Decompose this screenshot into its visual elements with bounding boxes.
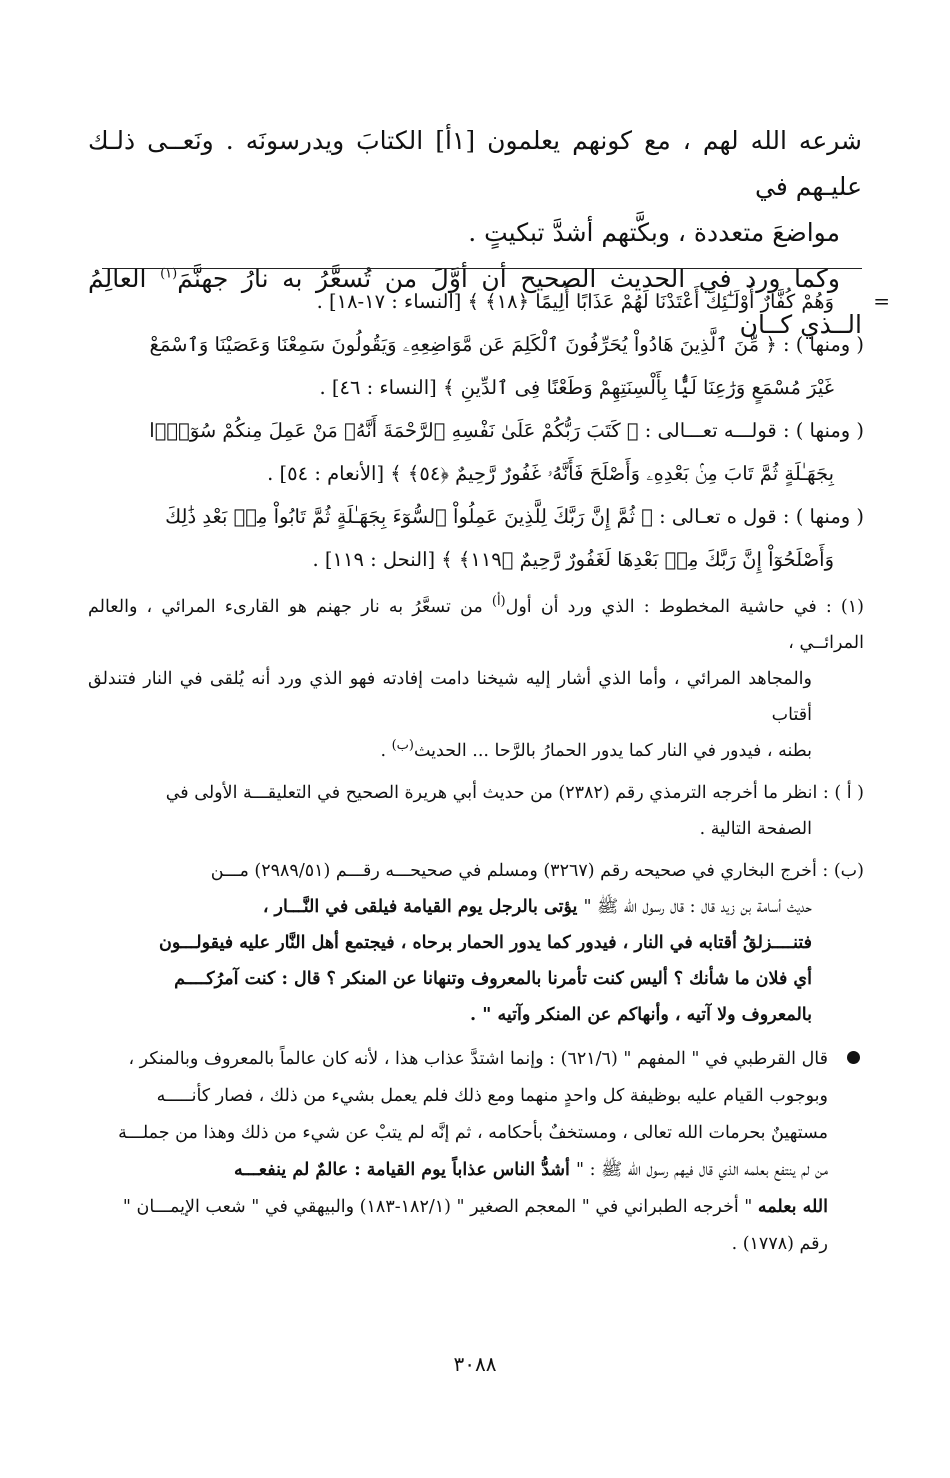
main-line-2: مواضعَ متعددة ، وبكَّتهم أشدَّ تبكيتٍ .	[468, 218, 840, 247]
verse-4-line-1: ( ومنها ) : قول ه تعـالى : ﴿ ثُمَّ إِنَّ رَبَّكَ لِلَّذِينَ عَمِلُواْ ٱلسُّوٓءَ بِجَهَـٰلَةٍ ثُمَّ تَابُواْ مِنۢ بَعْدِ ذَٰلِكَ	[165, 505, 864, 528]
qurtubi-line-2: وبوجوب القيام عليه بوظيفة كل واحدٍ منهما ومع ذلك فلم يعمل بشيء من ذلك ، فصار كأنـــــه	[156, 1086, 828, 1106]
qurtubi-line-5-bold: الله بعلمه	[757, 1197, 828, 1217]
verse-2-line-1: ( ومنها ) : ﴿ مِّنَ ٱلَّذِينَ هَادُواْ يُحَرِّفُونَ ٱلْكَلِمَ عَن مَّوَاضِعِهِۦ وَيَقُولُونَ سَمِعْنَا وَعَصَيْنَا وَٱسْمَعْ	[149, 333, 864, 356]
footnote-separator	[102, 268, 862, 269]
verse-4-line-2: وَأَصْلَحُوٓاْ إِنَّ رَبَّكَ مِنۢ بَعْدِهَا لَغَفُورٌ رَّحِيمٌ ﴿١١٩﴾ ﴾ [النحل : ١١٩] .	[312, 548, 834, 571]
footnote-b-line-2-plain: حديث أسامة بن زيد قال : قال رسول الله ﷺ "	[583, 897, 812, 917]
footnote-b-line-1: (ب) : أخرج البخاري في صحيحه رقم (٣٢٦٧) ومسلم في صحيحـــه رقـــم (٢٩٨٩/٥١) مـــن	[210, 861, 864, 881]
verse-2-line-2: غَيْرَ مُسْمَعٍ وَرَٰعِنَا لَيًّۢا بِأَلْسِنَتِهِمْ وَطَعْنًا فِى ٱلدِّينِ ﴾ [النساء : ٤٦] .	[319, 376, 834, 399]
main-line-3-tail: العالِمُ الــذي كــان	[88, 264, 862, 339]
qurtubi-line-5-plain: " أخرجه الطبراني في " المعجم الصغير " (١٨٢/١-١٨٣) والبيهقي في " شعب الإيمـــان "	[122, 1197, 758, 1217]
footnote-b-line-2	[88, 889, 864, 925]
footnote-1-line-1-b: من تسعَّرُ به نار جهنم هو القارىء المرائي ، والعالم المرائــي ،	[88, 597, 864, 653]
verse-1	[88, 280, 890, 323]
qurtubi-line-3: مستهينٌ بحرمات الله تعالى ، ومستخفٌ بأحكامه ، ثم إنَّه لم يتبْ عن شيء من ذلك وهذا من جملـــة	[118, 1123, 828, 1143]
footnote-b-line-4: أي فلان ما شأنك ؟ أليس كنت تأمرنا بالمعروف وتنهانا عن المنكر ؟ قال : كنت آمرُكــــم	[174, 969, 812, 989]
qurtubi-line-5	[88, 1189, 828, 1226]
footnote-1-line-2: والمجاهد المرائي ، وأما الذي أشار إليه شيخنا دامت إفادته فهو الذي ورد أنه يُلقى في النار فتندلق أقتاب	[88, 669, 812, 725]
footnote-a	[88, 775, 864, 847]
verse-1-text: وَهُمْ كُفَّارٌ أُوْلَـٰٓئِكَ أَعْتَدْنَا لَهُمْ عَذَابًا أَلِيمًا ﴿١٨﴾ ﴾ [النساء : ١٧-١٨] .	[316, 290, 834, 313]
page-number: ٣٠٨٨	[453, 1352, 497, 1376]
bullet-icon	[847, 1051, 860, 1064]
main-line-1: شرعه الله لهم ، مع كونهم يعلمون [١أ] الكتابَ ويدرسونَه . ونَعــى ذلـك عليـهم في	[88, 126, 862, 201]
main-line-3-text: وكما ورد في الحديث الصحيح أن أوَّلَ من تُسعَّرُ به نارُ جهنَّمَ	[177, 264, 840, 293]
qurtubi-line-4-bold: أشدُّ الناس عذاباً يوم القيامة : عالمٌ لم ينفعـــه	[234, 1160, 576, 1180]
qurtubi-note	[88, 1041, 864, 1263]
verse-3-line-1: ( ومنها ) : قولـــه تعـــالى : ﴿ كَتَبَ رَبُّكُمْ عَلَىٰ نَفْسِهِ ٱلرَّحْمَةَ أَنَّهُۥ مَنْ عَمِلَ مِنكُمْ سُوٓءًۢا	[149, 419, 864, 442]
footnote-b-line-2-bold: يؤتى بالرجل يوم القيامة فيلقى في النَّـــار ،	[262, 897, 584, 917]
footnote-1-line-1	[88, 589, 864, 661]
qurtubi-line-6: رقم (١٧٧٨) .	[731, 1234, 828, 1254]
qurtubi-line-4	[88, 1152, 828, 1189]
footnote-1-line-3	[88, 733, 864, 769]
verses-block	[88, 280, 890, 581]
footnote-ref-b: (ب)	[391, 738, 414, 754]
footnote-b-line-5: بالمعروف ولا آتيه ، وأنهاكم عن المنكر وآتيه " .	[470, 1005, 812, 1025]
verse-3-line-2: بِجَهَـٰلَةٍ ثُمَّ تَابَ مِنۢ بَعْدِهِۦ وَأَصْلَحَ فَأَنَّهُۥ غَفُورٌ رَّحِيمٌ ﴿٥٤﴾ ﴾ [الأنعام : ٥٤] .	[267, 462, 834, 485]
footnote-ref-1: (١)	[160, 266, 178, 282]
footnotes-area	[88, 280, 890, 1263]
footnote-1-line-3-b: .	[380, 741, 392, 761]
continuation-dash: =	[873, 289, 890, 313]
footnote-b	[88, 853, 864, 1033]
footnote-ref-a: (أ)	[491, 594, 506, 610]
footnote-1	[88, 589, 864, 769]
qurtubi-line-4-plain: من لم ينتفع بعلمه الذي قال فيهم رسول الله ﷺ : "	[576, 1160, 828, 1180]
footnote-a-line-2: الصفحة التالية .	[699, 819, 812, 839]
footnote-b-line-3: فتنــــزلقُ أقتابه في النار ، فيدور كما يدور الحمار برحاه ، فيجتمع أهل النَّار عليه فيقولـــون	[158, 933, 812, 953]
footnote-1-line-3-a: بطنه ، فيدور في النار كما يدور الحمارُ بالرَّحا ... الحديث	[414, 741, 812, 761]
footnote-a-line-1: ( أ ) : انظر ما أخرجه الترمذي رقم (٢٣٨٢) من حديث أبي هريرة الصحيح في التعليقـــة الأولى في	[165, 783, 864, 803]
qurtubi-line-1: قال القرطبي في " المفهم " (٦٢١/٦) : وإنما اشتدَّ عذاب هذا ، لأنه كان عالماً بالمعروف وبالمنكر ،	[128, 1049, 828, 1069]
footnote-1-line-1-a: (١) : في حاشية المخطوط : الذي ورد أن أول	[505, 597, 864, 617]
